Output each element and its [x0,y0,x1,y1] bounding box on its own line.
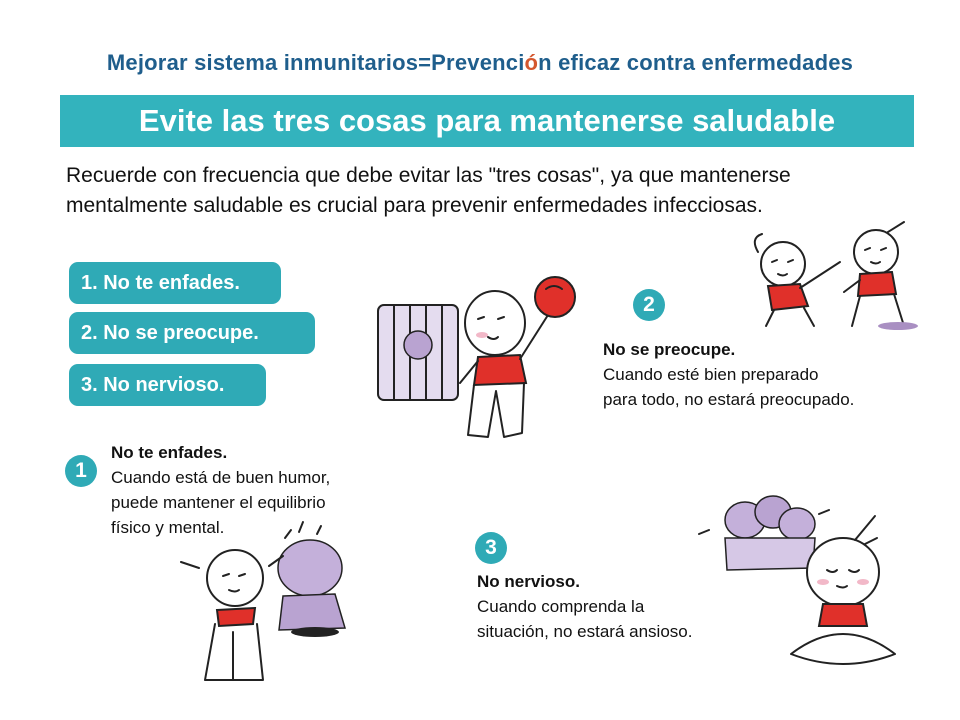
angry-shadow-figure [278,522,345,637]
item-2-body [603,362,943,412]
intro-line-2: mentalmente saludable es crucial para prevenir enfermedades infecciosas. [66,194,763,217]
title-banner: Evite las tres cosas para mantenerse saludable [60,95,914,147]
item-1-title: No te enfades. [111,443,228,462]
pill-no-nervioso: 3. No nervioso. [69,364,266,406]
kid-left-figure [755,234,840,326]
meditating-girl-illustration [695,490,920,670]
item-3-title: No nervioso. [477,572,580,591]
pill-no-preocupe: 2. No se preocupe. [69,312,315,354]
angry-kids-illustration [175,528,360,688]
top-heading-part-a: Mejorar sistema inmunitarios=Prevenci [106,50,525,75]
girl-figure [181,550,283,680]
item-1-text [111,443,411,540]
top-heading-accent: ó [524,50,539,75]
top-heading [0,50,960,76]
top-heading-part-b: n eficaz contra enfermedades [538,50,854,75]
item-1-number-badge: 1 [65,455,97,487]
pill-no-enfades: 1. No te enfades. [69,262,281,304]
item-3-line: situación, no estará ansioso. [477,622,693,641]
boy-figure [460,291,548,437]
item-1-line: Cuando está de buen humor, [111,468,331,487]
intro-paragraph [66,161,926,221]
item-2-title: No se preocupe. [603,340,736,359]
item-3-number-badge: 3 [475,532,507,564]
item-2-line: para todo, no estará preocupado. [603,390,855,409]
item-1-line: puede mantener el equilibrio [111,493,326,512]
cage-drawing [378,305,458,400]
item-1-line: físico y mental. [111,518,225,537]
shadow-drawing [878,322,918,330]
intro-line-1: Recuerde con frecuencia que debe evitar las "tres cosas", ya que mantenerse [66,164,791,187]
item-2-line: Cuando esté bien preparado [603,365,819,384]
item-2-number-badge: 2 [633,289,665,321]
juggling-boy-illustration [370,275,585,445]
kicking-kids-illustration [748,222,923,332]
red-ball-drawing [535,277,575,317]
item-3-line: Cuando comprenda la [477,597,645,616]
item-2-text [603,340,943,412]
kid-right-figure [844,222,904,326]
